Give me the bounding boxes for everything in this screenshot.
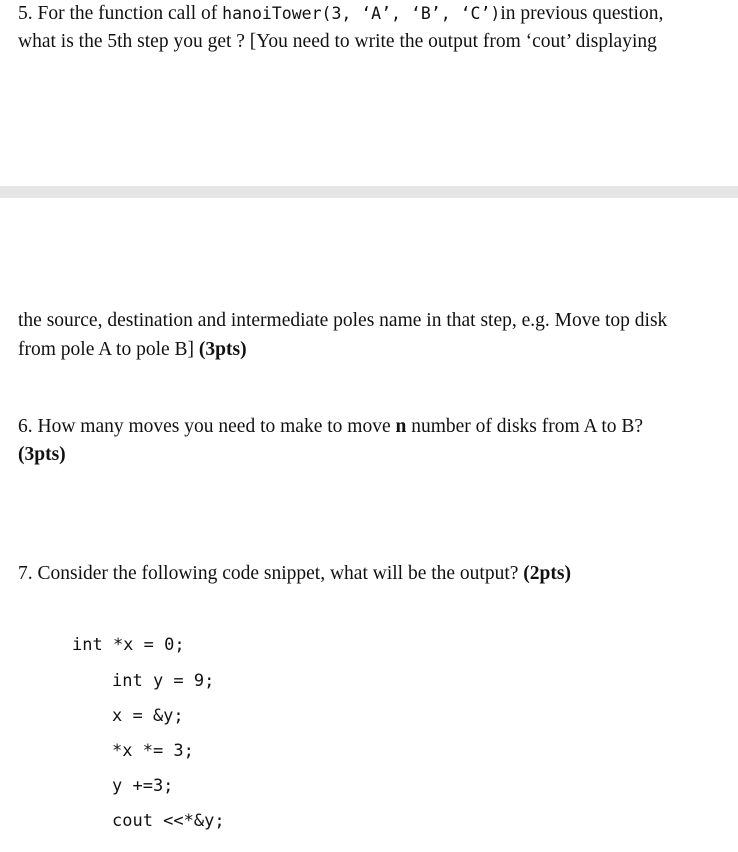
code-line-6: cout <<*&y; xyxy=(112,811,225,831)
q7-points: (2pts) xyxy=(523,563,571,584)
q6-line-1 xyxy=(18,415,643,439)
q6-suffix: number of disks from A to B? xyxy=(406,416,644,437)
q5-function-call-code: hanoiTower(3, ‘A’, ‘B’, ‘C’) xyxy=(222,4,501,23)
code-line-3: x = &y; xyxy=(112,706,184,726)
q5-prefix: 5. For the function call of xyxy=(18,3,223,24)
q5-line-4 xyxy=(18,338,247,362)
q6-prefix: 6. How many moves you need to make to move xyxy=(18,416,396,437)
q7-line xyxy=(18,562,571,586)
q6-points: (3pts) xyxy=(18,444,66,465)
code-line-2: int y = 9; xyxy=(112,671,215,691)
q5-suffix: in previous question, xyxy=(500,3,664,24)
page-divider xyxy=(0,186,738,198)
code-line-1: int *x = 0; xyxy=(72,635,185,655)
q5-line-4-text: from pole A to pole B] xyxy=(18,339,199,360)
q5-line-2: what is the 5th step you get ? [You need to write the output from ‘cout’ displaying xyxy=(18,31,657,52)
q6-bold-n: n xyxy=(395,416,407,437)
q5-points: (3pts) xyxy=(198,339,247,360)
q5-line-3: the source, destination and intermediate poles name in that step, e.g. Move top disk xyxy=(18,310,668,331)
code-line-4: *x *= 3; xyxy=(112,741,194,761)
code-line-5: y +=3; xyxy=(112,776,174,796)
q5-line-1 xyxy=(18,2,663,26)
q7-prefix: 7. Consider the following code snippet, what will be the output? xyxy=(18,563,524,584)
